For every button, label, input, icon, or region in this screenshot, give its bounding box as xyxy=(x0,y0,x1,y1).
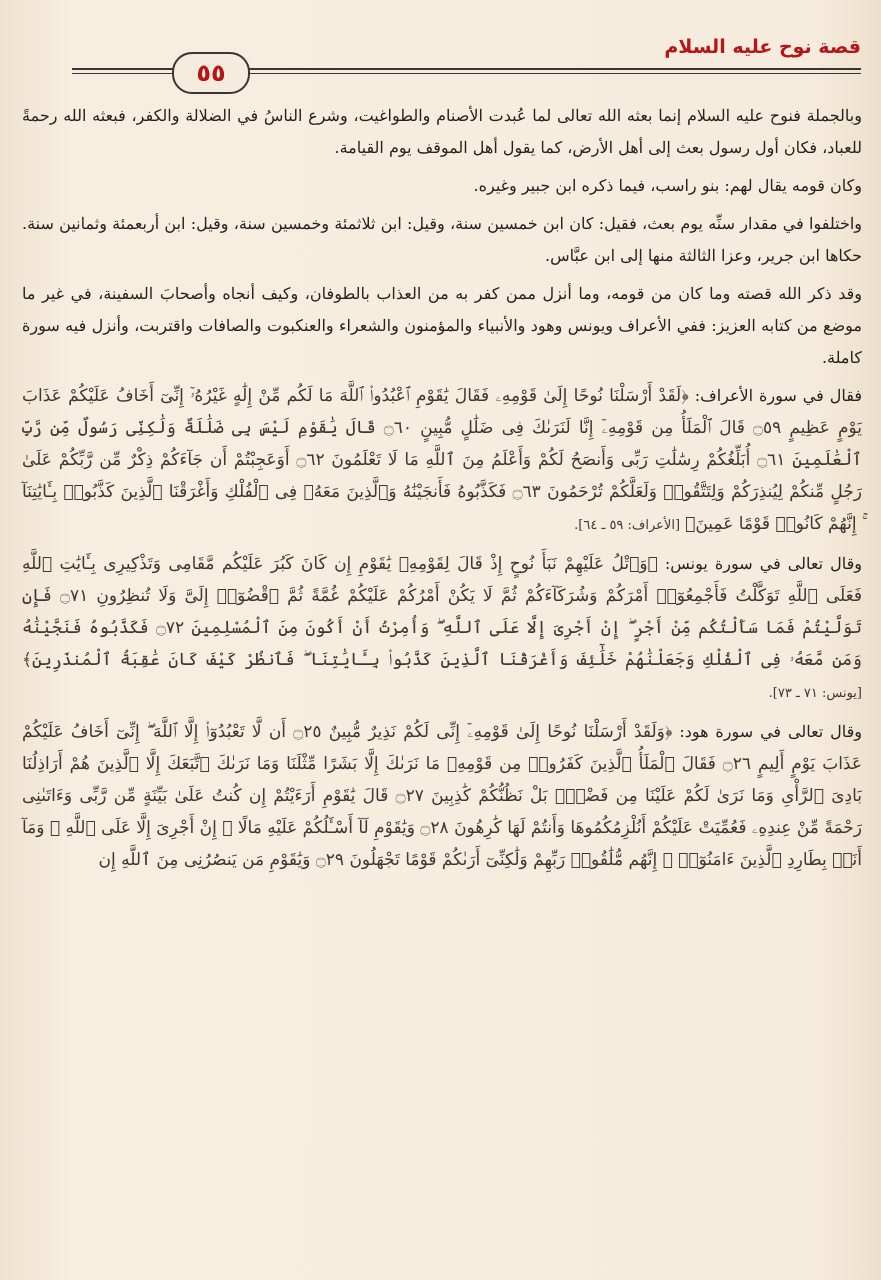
paragraph: وقد ذكر الله قصته وما كان من قومه، وما أنزل ممن كفر به من العذاب بالطوفان، وكيف أنجاه وأصحابَ السفينة، في غير ما موضع من كتابه العزيز: ففي الأعراف ويونس وهود والأنبياء والمؤمنون والشعراء والعنكبوت والصافات واقتربت، وأنزل فيه سورة كاملة. xyxy=(22,284,862,367)
quote-intro: وقال تعالى في سورة يونس: xyxy=(664,554,862,573)
quran-text: ﴿وَٱتْلُ عَلَيْهِمْ نَبَأَ نُوحٍ إِذْ قَالَ لِقَوْمِهِۦ يَٰقَوْمِ إِن كَانَ كَبُرَ عَلَيْكُم مَّقَامِى وَتَذْكِيرِى بِـَٔايَٰتِ ٱللَّهِ فَعَلَى ٱللَّهِ تَوَكَّلْتُ فَأَجْمِعُوٓا۟ أَمْرَكُمْ وَشُرَكَآءَكُمْ ثُمَّ لَا يَكُنْ أَمْرُكُمْ عَلَيْكُمْ غُمَّةً ثُمَّ ٱقْضُوٓا۟ إِلَىَّ وَلَا تُنظِرُونِ ۝٧١ فَإِن تَوَلَّيْتُمْ فَمَا سَأَلْتُكُم مِّنْ أَجْرٍ ۖ إِنْ أَجْرِىَ إِلَّا عَلَى ٱللَّهِ ۖ وَأُمِرْتُ أَنْ أَكُونَ مِنَ ٱلْمُسْلِمِينَ ۝٧٢ فَكَذَّبُوهُ فَنَجَّيْنَٰهُ وَمَن مَّعَهُۥ فِى ٱلْفُلْكِ وَجَعَلْنَٰهُمْ خَلَٰٓئِفَ وَأَغْرَقْنَا ٱلَّذِينَ كَذَّبُوا۟ بِـَٔايَٰتِنَا ۖ فَٱنظُرْ كَيْفَ كَانَ عَٰقِبَةُ ٱلْمُنذَرِينَ﴾ xyxy=(22,554,863,670)
quote-intro: وقال تعالى في سورة هود: xyxy=(679,722,863,741)
running-title: قصة نوح عليه السلام xyxy=(664,36,861,58)
paragraph: واختلفوا في مقدار سنِّه يوم بعث، فقيل: كان ابن خمسين سنة، وقيل: ابن ثلاثمئة وخمسين سنة، وقيل: ابن أربعمئة وثمانين سنة. حكاها ابن جرير، وعزا الثالثة منها إلى ابن عبَّاس. xyxy=(22,214,863,265)
quote-intro: فقال في سورة الأعراف: xyxy=(694,386,862,405)
quote-block-yunus xyxy=(22,548,862,710)
quote-block-araf xyxy=(22,380,862,542)
verse-reference: [يونس: ٧١ ـ ٧٣]. xyxy=(768,686,862,701)
quran-text: ﴿لَقَدْ أَرْسَلْنَا نُوحًا إِلَىٰ قَوْمِهِۦ فَقَالَ يَٰقَوْمِ ٱعْبُدُوا۟ ٱللَّهَ مَا لَكُم مِّنْ إِلَٰهٍ غَيْرُهُۥٓ إِنِّىٓ أَخَافُ عَلَيْكُمْ عَذَابَ يَوْمٍ عَظِيمٍ ۝٥٩ قَالَ ٱلْمَلَأُ مِن قَوْمِهِۦٓ إِنَّا لَنَرَىٰكَ فِى ضَلَٰلٍ مُّبِينٍ ۝٦٠ قَالَ يَٰقَوْمِ لَيْسَ بِى ضَلَٰلَةٌ وَلَٰكِنِّى رَسُولٌ مِّن رَّبِّ ٱلْعَٰلَمِينَ ۝٦١ أُبَلِّغُكُمْ رِسَٰلَٰتِ رَبِّى وَأَنصَحُ لَكُمْ وَأَعْلَمُ مِنَ ٱللَّهِ مَا لَا تَعْلَمُونَ ۝٦٢ أَوَعَجِبْتُمْ أَن جَآءَكُمْ ذِكْرٌ مِّن رَّبِّكُمْ عَلَىٰ رَجُلٍ مِّنكُمْ لِيُنذِرَكُمْ وَلِتَتَّقُوا۟ وَلَعَلَّكُمْ تُرْحَمُونَ ۝٦٣ فَكَذَّبُوهُ فَأَنجَيْنَٰهُ وَٱلَّذِينَ مَعَهُۥ فِى ٱلْفُلْكِ وَأَغْرَقْنَا ٱلَّذِينَ كَذَّبُوا۟ بِـَٔايَٰتِنَآ ۚ إِنَّهُمْ كَانُوا۟ قَوْمًا عَمِينَ﴾ xyxy=(22,386,863,534)
page-body xyxy=(22,100,862,882)
page-number: ٥٥ xyxy=(172,52,250,94)
quran-text: ﴿وَلَقَدْ أَرْسَلْنَا نُوحًا إِلَىٰ قَوْمِهِۦٓ إِنِّى لَكُمْ نَذِيرٌ مُّبِينٌ ۝٢٥ أَن لَّا تَعْبُدُوٓا۟ إِلَّا ٱللَّهَ ۖ إِنِّىٓ أَخَافُ عَلَيْكُمْ عَذَابَ يَوْمٍ أَلِيمٍ ۝٢٦ فَقَالَ ٱلْمَلَأُ ٱلَّذِينَ كَفَرُوا۟ مِن قَوْمِهِۦ مَا نَرَىٰكَ إِلَّا بَشَرًا مِّثْلَنَا وَمَا نَرَىٰكَ ٱتَّبَعَكَ إِلَّا ٱلَّذِينَ هُمْ أَرَاذِلُنَا بَادِىَ ٱلرَّأْىِ وَمَا نَرَىٰ لَكُمْ عَلَيْنَا مِن فَضْلٍۭ بَلْ نَظُنُّكُمْ كَٰذِبِينَ ۝٢٧ قَالَ يَٰقَوْمِ أَرَءَيْتُمْ إِن كُنتُ عَلَىٰ بَيِّنَةٍ مِّن رَّبِّى وَءَاتَىٰنِى رَحْمَةً مِّنْ عِندِهِۦ فَعُمِّيَتْ عَلَيْكُمْ أَنُلْزِمُكُمُوهَا وَأَنتُمْ لَهَا كَٰرِهُونَ ۝٢٨ وَيَٰقَوْمِ لَآ أَسْـَٔلُكُمْ عَلَيْهِ مَالًا ۖ إِنْ أَجْرِىَ إِلَّا عَلَى ٱللَّهِ ۚ وَمَآ أَنَا۠ بِطَارِدِ ٱلَّذِينَ ءَامَنُوٓا۟ ۚ إِنَّهُم مُّلَٰقُوا۟ رَبِّهِمْ وَلَٰكِنِّىٓ أَرَىٰكُمْ قَوْمًا تَجْهَلُونَ ۝٢٩ وَيَٰقَوْمِ مَن يَنصُرُنِى مِنَ ٱللَّهِ إِن xyxy=(22,722,862,870)
paragraph: وبالجملة فنوح عليه السلام إنما بعثه الله تعالى لما عُبدت الأصنام والطواغيت، وشرع الناسُ في الضلالة والكفر، فبعثه الله رحمةً للعباد، فكان أول رسول بعث إلى أهل الأرض، كما يقول أهل الموقف يوم القيامة. xyxy=(22,106,862,157)
paragraph: وكان قومه يقال لهم: بنو راسب، فيما ذكره ابن جبير وغيره. xyxy=(473,176,862,195)
verse-reference: [الأعراف: ٥٩ ـ ٦٤]. xyxy=(574,518,681,533)
quote-block-hud xyxy=(22,716,862,876)
